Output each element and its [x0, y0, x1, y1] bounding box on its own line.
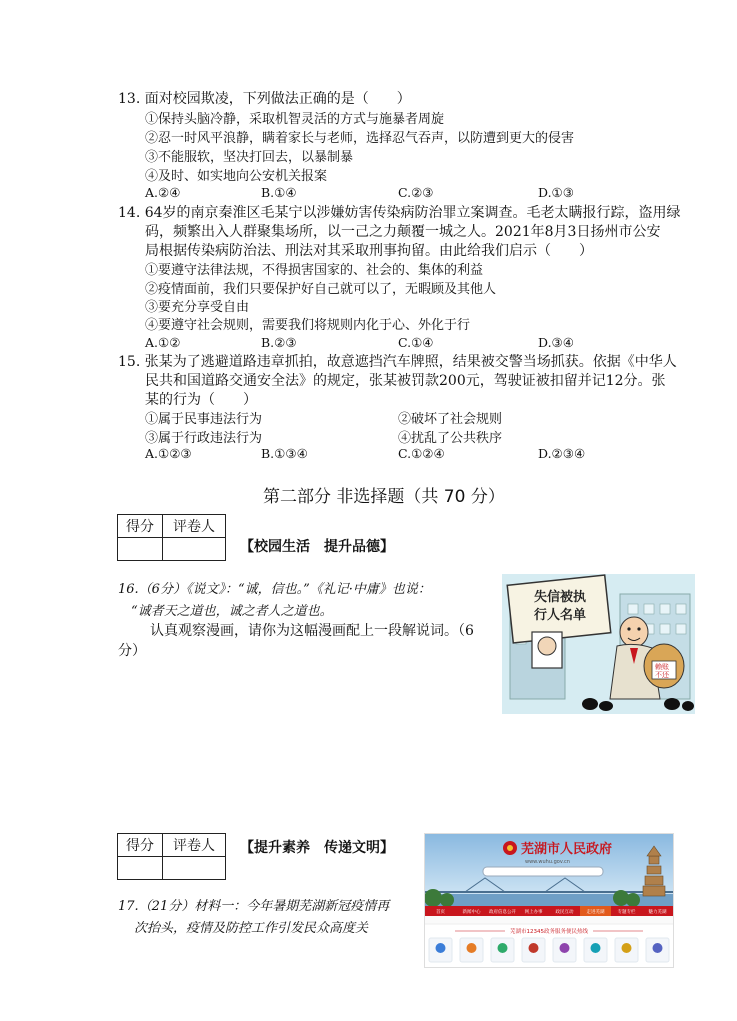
- q13-option-1: ①保持头脑冷静，采取机智灵活的方式与施暴者周旋: [145, 112, 445, 127]
- website-nav-item: 首页: [436, 910, 445, 915]
- cartoon-bag-line1: 赖账: [655, 663, 669, 671]
- q15-line-2: 民共和国道路交通安全法》的规定，张某被罚款200元，驾驶证被扣留并记12分。张: [145, 373, 666, 389]
- q13-option-4: ④及时、如实地向公安机关报案: [145, 169, 328, 184]
- website-service-icon: [622, 943, 632, 953]
- wuhu-gov-website-image: [424, 833, 674, 968]
- website-url: www.wuhu.gov.cn: [525, 859, 570, 865]
- website-service-icon: [467, 943, 477, 953]
- website-nav-item: 网上办事: [524, 910, 543, 915]
- q15-line-1: 15. 张某为了逃避道路违章抓拍，故意遮挡汽车牌照，结果被交警当场抓获。依据《中华人: [118, 354, 677, 370]
- reviewer-header: 评卷人: [163, 834, 226, 857]
- q15-option-1: ①属于民事违法行为: [145, 412, 263, 427]
- q13-answer-c: C.②③: [398, 185, 434, 200]
- q14-answer-d: D.③④: [538, 335, 574, 350]
- q14-option-1: ①要遵守法律法规，不得损害国家的、社会的、集体的利益: [145, 263, 484, 278]
- q15-answer-c: C.①②④: [398, 446, 445, 461]
- score-cell[interactable]: [118, 538, 163, 561]
- reviewer-header: 评卷人: [163, 515, 226, 538]
- cartoon-sign-line1: 失信被执: [534, 590, 587, 605]
- q15-answer-b: B.①③④: [261, 446, 308, 461]
- website-nav-item: 政民互动: [555, 910, 574, 915]
- score-header: 得分: [118, 834, 163, 857]
- cartoon-bag-line2: 不还: [655, 671, 669, 679]
- q15-option-3: ③属于行政违法行为: [145, 431, 263, 446]
- website-service-icon: [591, 943, 601, 953]
- q14-option-2: ②疫情面前，我们只要保护好自己就可以了，无暇顾及其他人: [145, 282, 497, 297]
- reviewer-cell[interactable]: [163, 538, 226, 561]
- cartoon-image: [502, 574, 695, 714]
- q14-line-2: 码，频繁出入人群聚集场所，以一己之力颠覆一城之人。2021年8月3日扬州市公安: [145, 224, 661, 240]
- q16-line-1: 16.（6分）《说文》：“诚，信也。”《礼记·中庸》也说：: [118, 582, 431, 597]
- q14-option-4: ④要遵守社会规则，需要我们将规则内化于心、外化于行: [145, 318, 471, 333]
- q13-answer-b: B.①④: [261, 185, 297, 200]
- q16-line-3: 认真观察漫画，请你为这幅漫画配上一段解说词。（6: [150, 623, 474, 639]
- reviewer-cell[interactable]: [163, 857, 226, 880]
- q16-line-2: “诚者天之道也，诚之者人之道也。: [131, 604, 333, 619]
- website-banner: 芜湖市12345政务服务便民热线: [510, 929, 588, 935]
- score-cell[interactable]: [118, 857, 163, 880]
- website-service-icon: [529, 943, 539, 953]
- q14-answer-a: A.①②: [145, 335, 181, 350]
- section-heading-literacy: 【提升素养 传递文明】: [240, 840, 394, 856]
- q13-answer-a: A.②④: [145, 185, 181, 200]
- website-nav-item: 新闻中心: [462, 910, 481, 915]
- website-nav-item: 政府信息公开: [489, 910, 516, 915]
- q17-line-1: 17.（21分）材料一：今年暑期芜湖新冠疫情再: [118, 899, 390, 914]
- q15-option-4: ④扰乱了公共秩序: [398, 431, 503, 446]
- q14-option-3: ③要充分享受自由: [145, 300, 250, 315]
- website-service-icon: [436, 943, 446, 953]
- score-table-1: [117, 514, 226, 561]
- website-nav-item: 魅力芜湖: [648, 910, 667, 915]
- q16-line-4: 分）: [118, 643, 146, 659]
- q14-answer-c: C.①④: [398, 335, 434, 350]
- q17-line-2: 次抬头，疫情及防控工作引发民众高度关: [134, 921, 369, 936]
- score-header: 得分: [118, 515, 163, 538]
- q14-answer-b: B.②③: [261, 335, 297, 350]
- website-service-icon: [653, 943, 663, 953]
- q15-answer-a: A.①②③: [145, 446, 192, 461]
- q13-stem: 13. 面对校园欺凌，下列做法正确的是（ ）: [118, 91, 411, 107]
- website-title: 芜湖市人民政府: [521, 842, 613, 857]
- q13-option-3: ③不能服软，坚决打回去，以暴制暴: [145, 150, 354, 165]
- website-service-icon: [498, 943, 508, 953]
- q13-answer-d: D.①③: [538, 185, 574, 200]
- website-service-icon: [560, 943, 570, 953]
- q14-line-3: 局根据传染病防治法、刑法对其采取刑事拘留。由此给我们启示（ ）: [145, 243, 593, 259]
- q15-line-3: 某的行为（ ）: [145, 392, 257, 408]
- cartoon-sign-line2: 行人名单: [534, 608, 587, 623]
- q15-option-2: ②破坏了社会规则: [398, 412, 503, 427]
- website-nav-item: 走进芜湖: [586, 910, 605, 915]
- score-table-2: [117, 833, 226, 880]
- q14-line-1: 14. 64岁的南京秦淮区毛某宁以涉嫌妨害传染病防治罪立案调查。毛老太瞒报行踪，盗用绿: [118, 205, 681, 221]
- q13-option-2: ②忍一时风平浪静，瞒着家长与老师，选择忍气吞声，以防遭到更大的侵害: [145, 131, 575, 146]
- website-nav-item: 专题专栏: [617, 910, 636, 915]
- part-two-title: 第二部分 非选择题（共 70 分）: [263, 487, 505, 507]
- section-heading-campus: 【校园生活 提升品德】: [240, 539, 394, 555]
- q15-answer-d: D.②③④: [538, 446, 586, 461]
